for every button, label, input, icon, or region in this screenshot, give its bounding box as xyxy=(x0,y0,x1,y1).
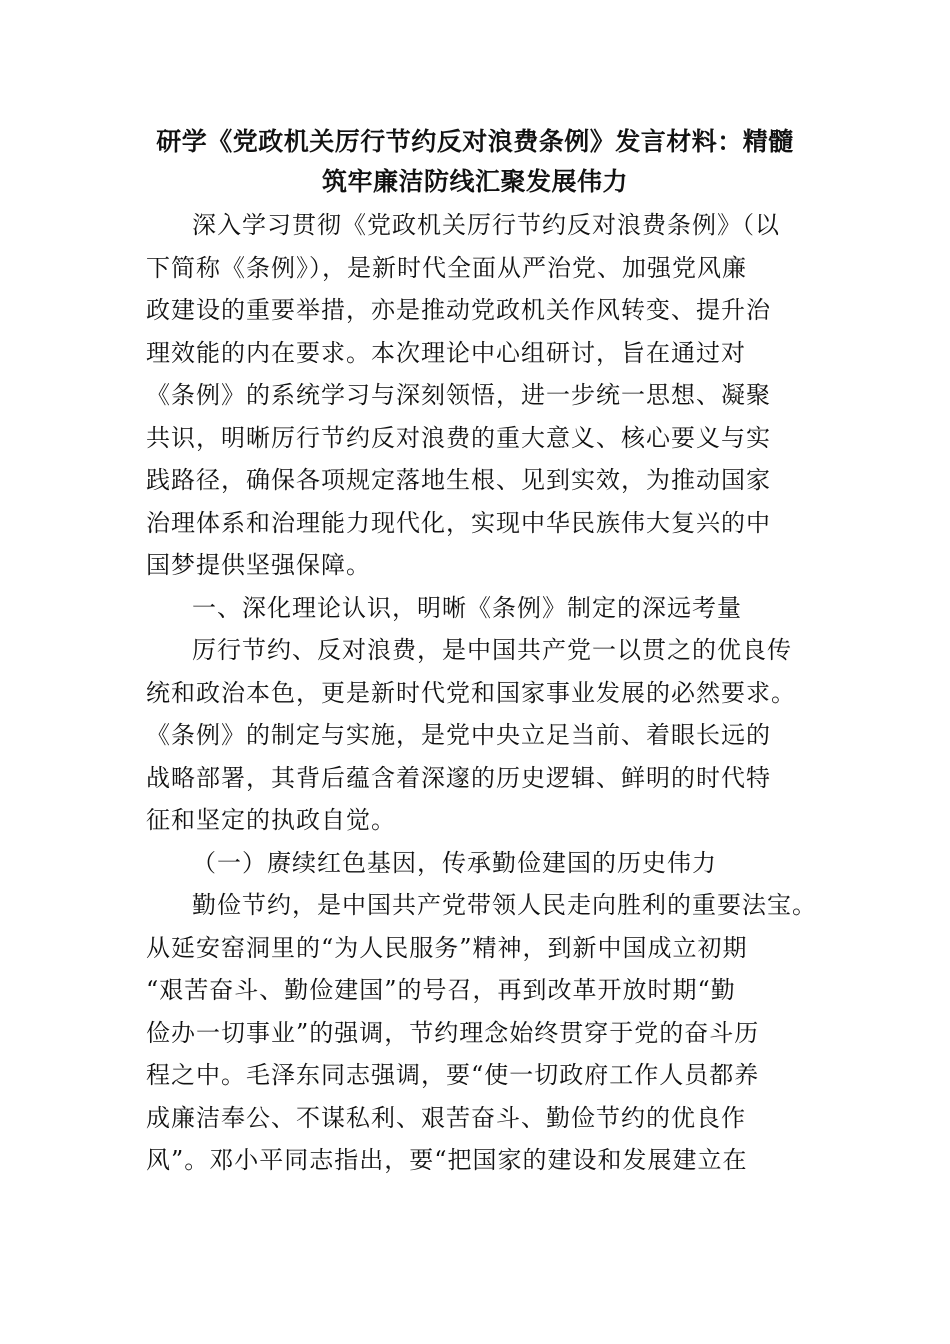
paragraph-intro-line: 《条例》的系统学习与深刻领悟，进一步统一思想、凝聚 xyxy=(146,381,771,409)
title-line-2: 筑牢廉洁防线汇聚发展伟力 xyxy=(321,167,628,196)
paragraph-subsection1-line: 风”。邓小平同志指出，要“把国家的建设和发展建立在 xyxy=(146,1146,748,1174)
paragraph-section1-line: 厉行节约、反对浪费，是中国共产党一以贯之的优良传 xyxy=(192,636,792,664)
subsection-heading-1: （一）赓续红色基因，传承勤俭建国的历史伟力 xyxy=(192,848,717,877)
document-body xyxy=(146,204,846,1182)
paragraph-section1-line: 战略部署，其背后蕴含着深邃的历史逻辑、鲜明的时代特 xyxy=(146,763,771,792)
paragraph-intro-line: 共识，明晰厉行节约反对浪费的重大意义、核心要义与实 xyxy=(146,423,771,452)
paragraph-subsection1-line: 程之中。毛泽东同志强调，要“使一切政府工作人员都养 xyxy=(146,1061,760,1089)
paragraph-intro-line: 下简称《条例》），是新时代全面从严治党、加强党风廉 xyxy=(146,253,747,282)
title-line-1: 研学《党政机关厉行节约反对浪费条例》发言材料：精髓 xyxy=(156,127,794,156)
paragraph-intro-line: 深入学习贯彻《党政机关厉行节约反对浪费条例》（以 xyxy=(192,211,780,239)
paragraph-intro-line: 治理体系和治理能力现代化，实现中华民族伟大复兴的中 xyxy=(146,508,771,537)
paragraph-subsection1-line: 俭办一切事业”的强调，节约理念始终贯穿于党的奋斗历 xyxy=(146,1018,760,1047)
paragraph-section1-line: 统和政治本色，更是新时代党和国家事业发展的必然要求。 xyxy=(146,678,796,707)
paragraph-subsection1-line: “艰苦奋斗、勤俭建国”的号召，再到改革开放时期“勤 xyxy=(146,976,736,1004)
paragraph-subsection1-line: 成廉洁奉公、不谋私利、艰苦奋斗、勤俭节约的优良作 xyxy=(146,1103,746,1132)
paragraph-intro-line: 国梦提供坚强保障。 xyxy=(146,551,371,579)
paragraph-section1-line: 征和坚定的执政自觉。 xyxy=(146,806,396,834)
paragraph-subsection1-line: 从延安窑洞里的“为人民服务”精神，到新中国成立初期 xyxy=(146,933,748,962)
paragraph-section1-line: 《条例》的制定与实施，是党中央立足当前、着眼长远的 xyxy=(146,721,771,749)
paragraph-subsection1-line: 勤俭节约，是中国共产党带领人民走向胜利的重要法宝。 xyxy=(192,891,817,919)
paragraph-intro-line: 践路径，确保各项规定落地生根、见到实效，为推动国家 xyxy=(146,466,771,494)
document-title xyxy=(120,122,830,202)
paragraph-intro-line: 政建设的重要举措，亦是推动党政机关作风转变、提升治 xyxy=(146,296,771,324)
section-heading-1: 一、深化理论认识，明晰《条例》制定的深远考量 xyxy=(192,593,742,622)
paragraph-intro-line: 理效能的内在要求。本次理论中心组研讨，旨在通过对 xyxy=(146,338,746,367)
